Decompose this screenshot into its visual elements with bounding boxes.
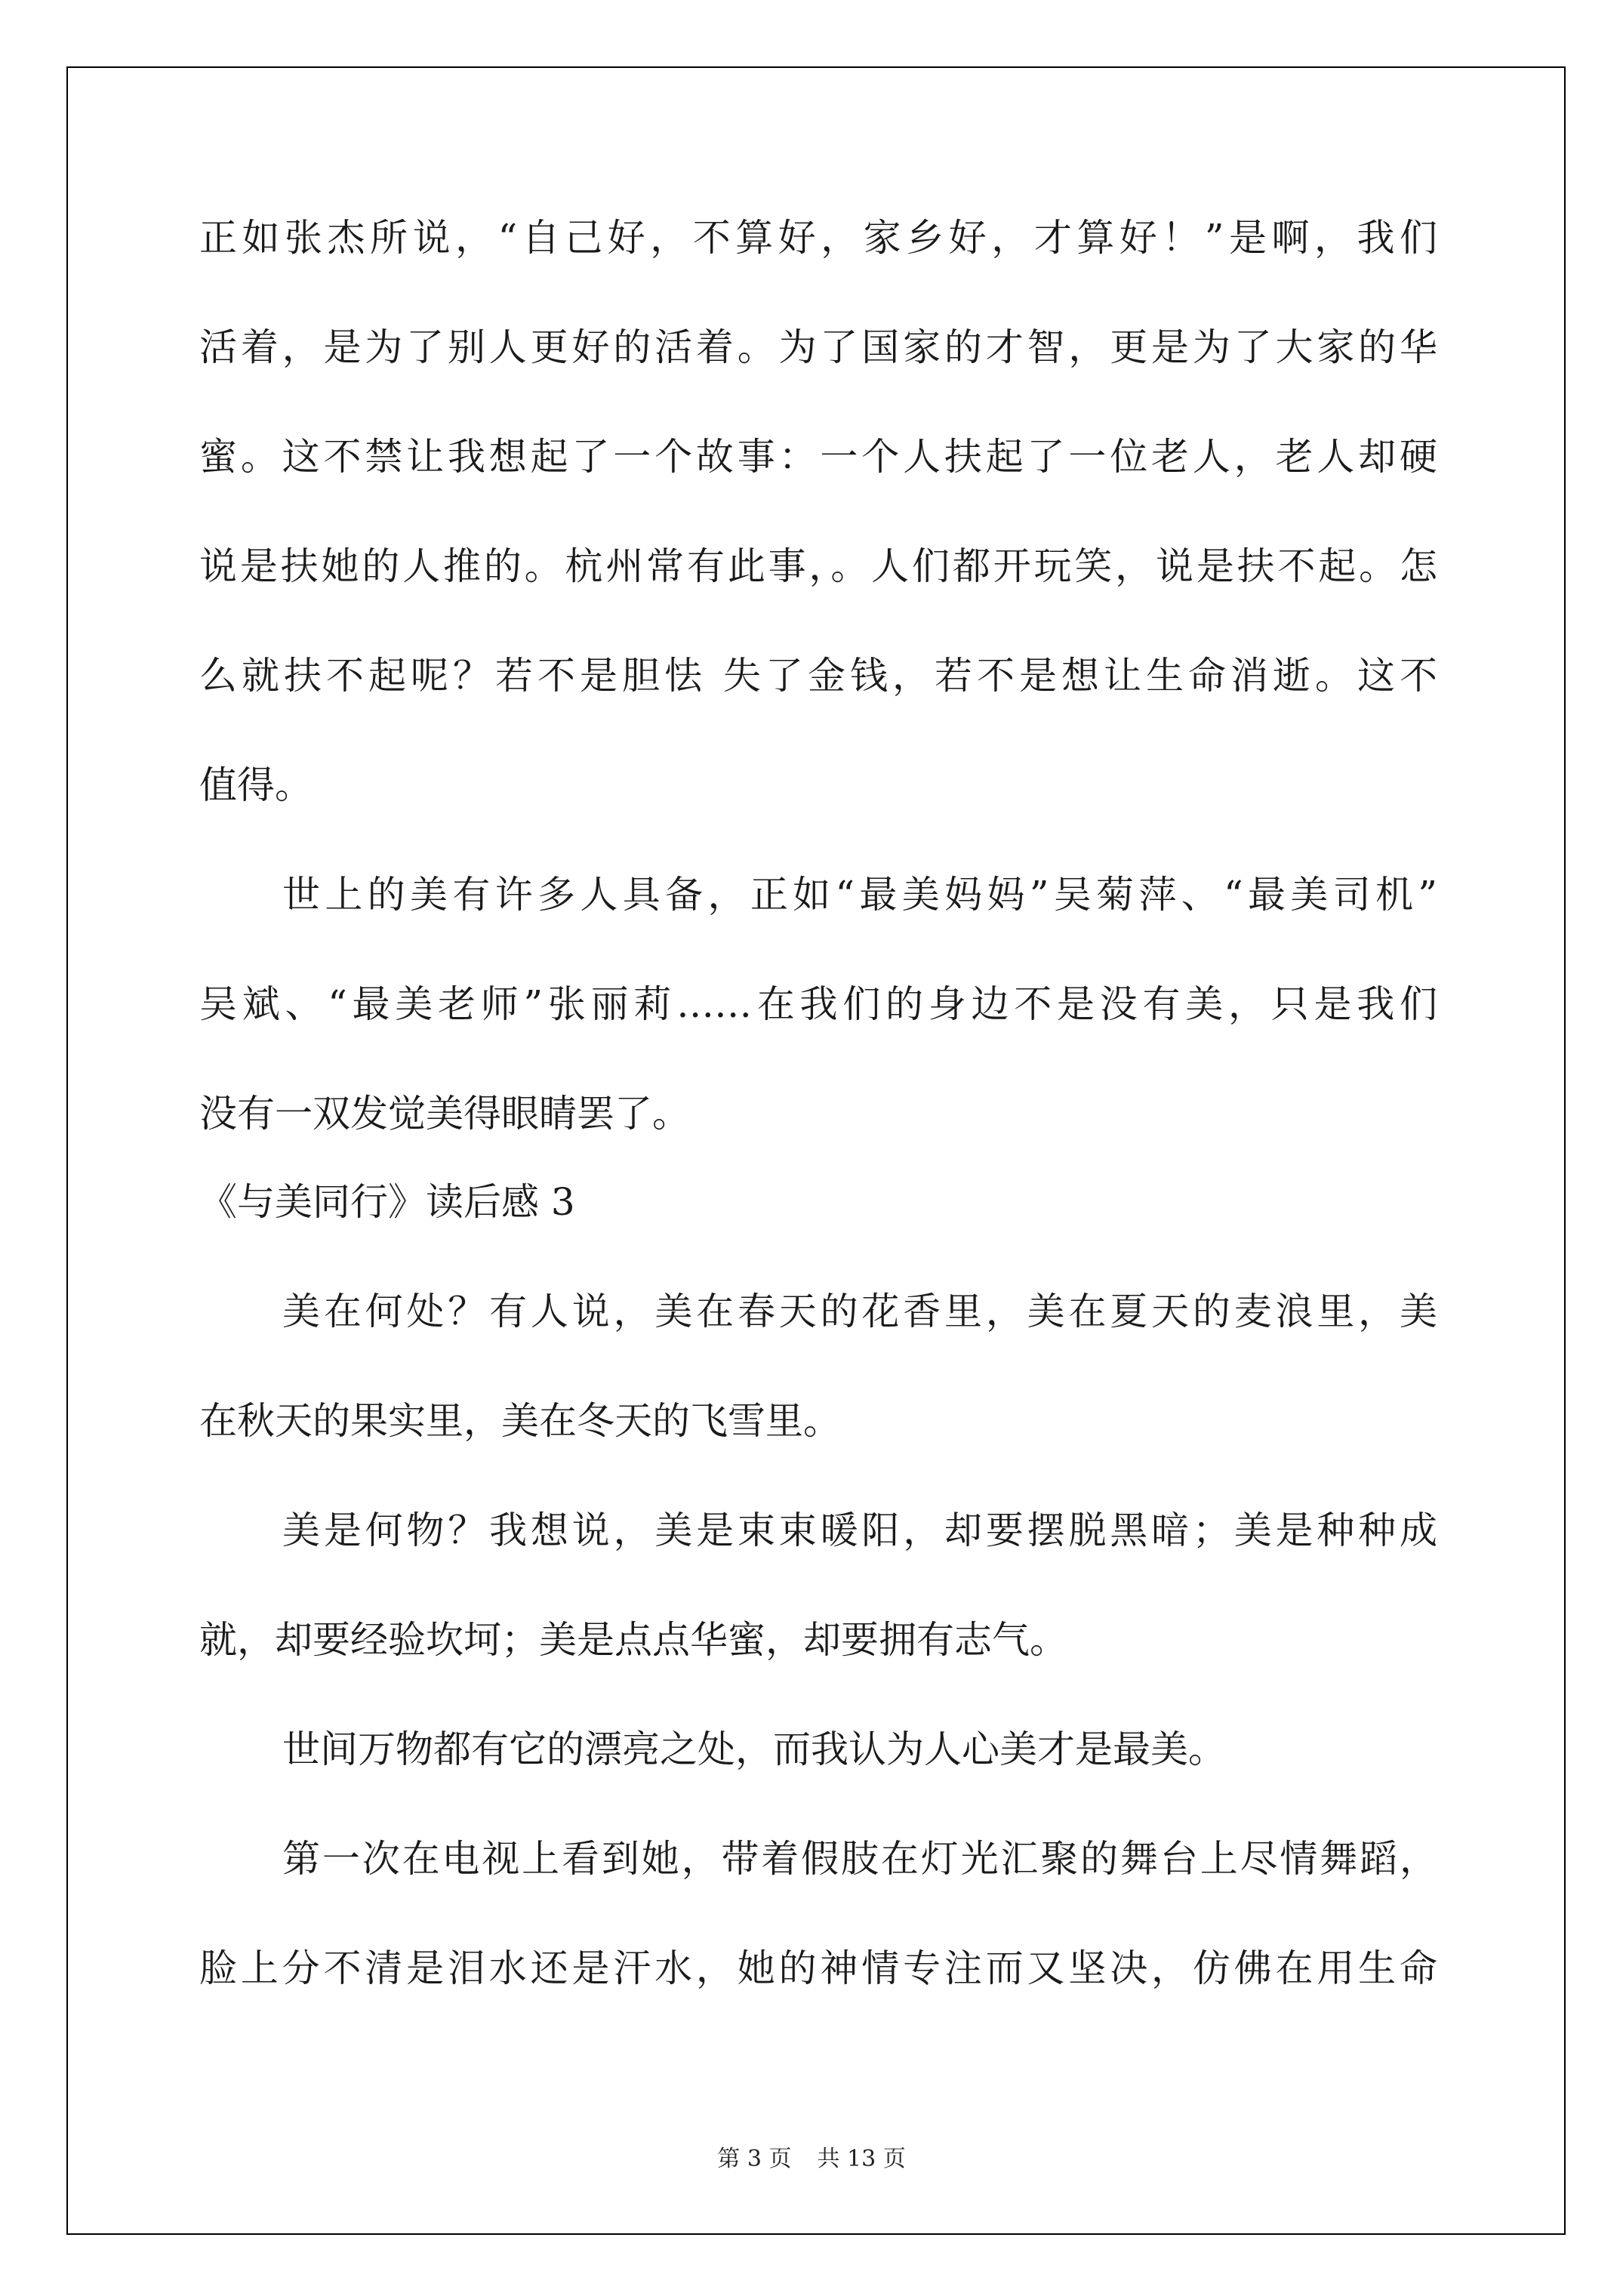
document-body bbox=[199, 216, 1437, 1990]
text-line: 第一次在电视上看到她，带着假肢在灯光汇聚的舞台上尽情舞蹈， bbox=[282, 1837, 1437, 1881]
text-line: 么就扶不起呢？若不是胆怯 失了金钱，若不是想让生命消逝。这不 bbox=[199, 654, 1437, 698]
text-line: 世上的美有许多人具备，正如“最美妈妈”吴菊萍、“最美司机” bbox=[282, 873, 1437, 917]
page-footer bbox=[0, 2148, 1623, 2171]
text-line: 脸上分不清是泪水还是汗水，她的神情专注而又坚决，仿佛在用生命 bbox=[199, 1946, 1437, 1990]
section-heading: 《与美同行》读后感 3 bbox=[199, 1180, 575, 1224]
text-line: 说是扶她的人推的。杭州常有此事，。人们都开玩笑，说是扶不起。怎 bbox=[199, 544, 1437, 588]
text-line: 就，却要经验坎坷；美是点点华蜜，却要拥有志气。 bbox=[199, 1618, 1067, 1662]
text-line: 值得。 bbox=[199, 763, 313, 807]
page-number-total: 共 13 页 bbox=[817, 2146, 906, 2172]
text-line: 活着，是为了别人更好的活着。为了国家的才智，更是为了大家的华 bbox=[199, 325, 1437, 369]
text-line: 正如张杰所说，“自己好，不算好，家乡好，才算好！”是啊，我们 bbox=[199, 216, 1437, 260]
text-line: 蜜。这不禁让我想起了一个故事：一个人扶起了一位老人，老人却硬 bbox=[199, 435, 1437, 479]
page-number-current: 第 3 页 bbox=[717, 2146, 792, 2172]
text-line: 没有一双发觉美得眼睛罢了。 bbox=[199, 1092, 690, 1136]
text-line: 世间万物都有它的漂亮之处，而我认为人心美才是最美。 bbox=[282, 1727, 1226, 1771]
text-line: 在秋天的果实里，美在冬天的飞雪里。 bbox=[199, 1399, 841, 1443]
text-line: 吴斌、“最美老师”张丽莉……在我们的身边不是没有美，只是我们 bbox=[199, 982, 1437, 1026]
text-line: 美是何物？我想说，美是束束暖阳，却要摆脱黑暗；美是种种成 bbox=[282, 1509, 1437, 1552]
text-line: 美在何处？有人说，美在春天的花香里，美在夏天的麦浪里，美 bbox=[282, 1290, 1437, 1333]
